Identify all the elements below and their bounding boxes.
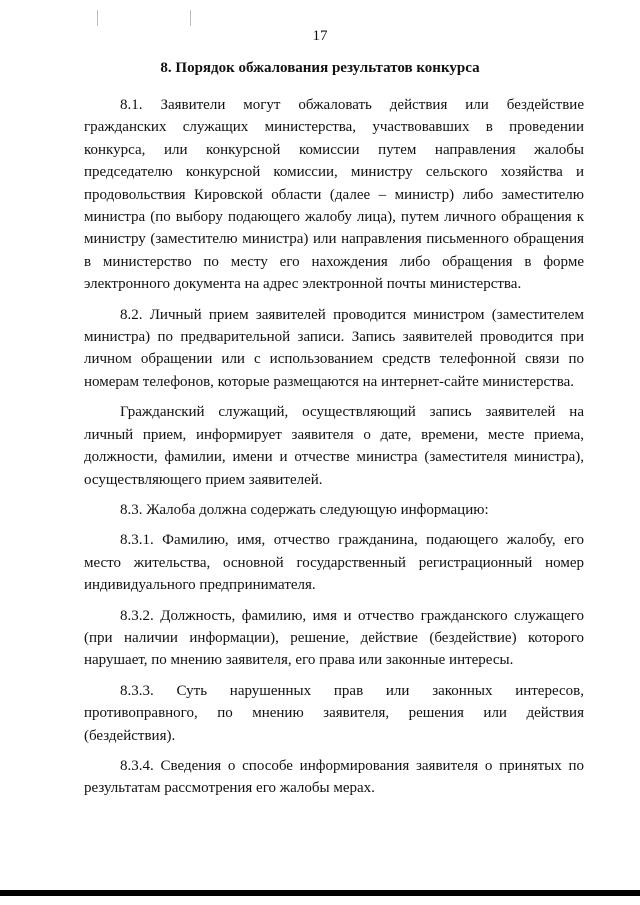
- paragraph-8-2-cont: Гражданский служащий, осуществляющий запись заявителей на личный прием, информирует заявителя о дате, времени, месте приема, должности, фамилии, имени и отчестве министра (заместителя министра), осуществляющего прием заявителей.: [84, 404, 584, 488]
- paragraph-8-3: 8.3. Жалоба должна содержать следующую информацию:: [120, 501, 489, 518]
- paragraph-8-1: 8.1. Заявители могут обжаловать действия или бездействие гражданских служащих министерства, участвовавших в проведении конкурса, или конкурсной комиссии путем направления жалобы председателю конкурсной комиссии, министру сельского хозяйства и продовольствия Кировской области (далее – министр) либо заместителю министра (по выбору подающего жалобу лица), путем личного обращения к министру (заместителю министра) или направления письменного обращения в министерство по месту его нахождения либо обращения в форме электронного документа на адрес электронной почты министерства.: [84, 97, 584, 293]
- document-body: [84, 94, 584, 808]
- paragraph-8-3-1: 8.3.1. Фамилию, имя, отчество гражданина, подающего жалобу, его место жительства, основной государственный регистрационный номер индивидуального предпринимателя.: [84, 532, 584, 594]
- paragraph-8-3-2: 8.3.2. Должность, фамилию, имя и отчество гражданского служащего (при наличии информации), решение, действие (бездействие) которого нарушает, по мнению заявителя, его права или законные интересы.: [84, 607, 584, 669]
- scan-mark-left: [97, 10, 98, 26]
- paragraph-8-3-4: 8.3.4. Сведения о способе информирования заявителя о принятых по результатам рассмотрения его жалобы мерах.: [84, 757, 584, 797]
- paragraph-8-2: 8.2. Личный прием заявителей проводится министром (заместителем министра) по предварительной записи. Запись заявителей проводится при личном обращении или с использованием средств телефонной связи по номерам телефонов, которые размещаются на интернет-сайте министерства.: [84, 306, 584, 390]
- section-heading: 8. Порядок обжалования результатов конкурса: [160, 60, 480, 76]
- scan-mark-right: [190, 10, 191, 26]
- scan-bottom-border: [0, 890, 640, 896]
- page-number: 17: [312, 28, 328, 44]
- paragraph-8-3-3: 8.3.3. Суть нарушенных прав или законных интересов, противоправного, по мнению заявителя, решения или действия (бездействия).: [84, 682, 584, 744]
